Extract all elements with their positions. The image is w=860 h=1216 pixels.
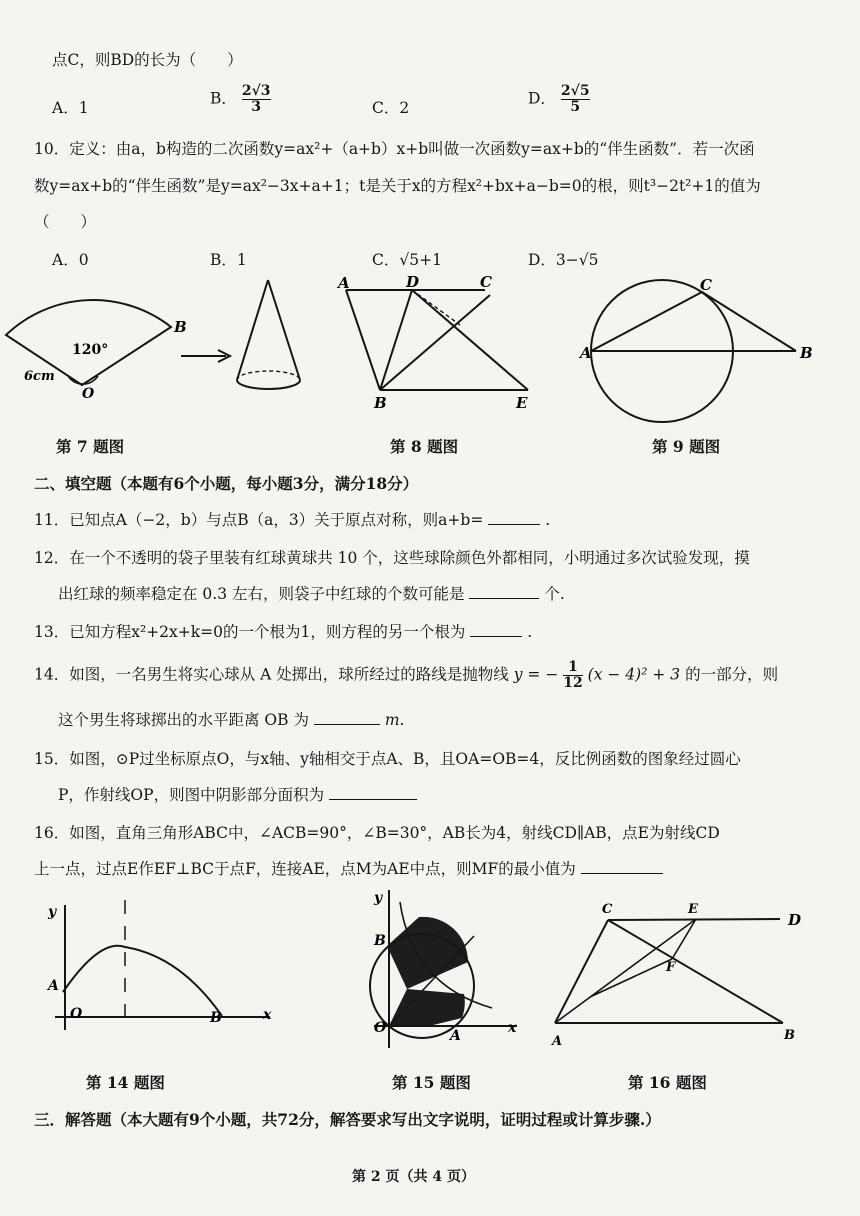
q14-line1 xyxy=(34,660,778,691)
q10-line1: 10．定义：由a，b构造的二次函数y=ax²+（a+b）x+b叫做一次函数y=ax+b的“伴生函数”．若一次函 xyxy=(34,140,755,158)
q11-answer-blank[interactable] xyxy=(488,510,540,525)
q16-line1: 16．如图，直角三角形ABC中，∠ACB=90°，∠B=30°，AB长为4，射线CD∥AB，点E为射线CD xyxy=(34,824,720,842)
q16-line2 xyxy=(34,857,663,879)
fig7-cone-base-front xyxy=(237,380,300,389)
q16-answer-blank[interactable] xyxy=(581,859,663,874)
fig8-fold-dash xyxy=(412,290,460,325)
q14-answer-blank[interactable] xyxy=(314,710,380,725)
q9-option-d xyxy=(528,84,590,115)
q15-line2-text: P，作射线OP，则图中阴影部分面积为 xyxy=(58,786,325,804)
fig8-caption: 第 8 题图 xyxy=(390,437,459,456)
q9-option-b-label: B． xyxy=(210,89,237,108)
fig8-label-a: A xyxy=(338,274,350,292)
figure-7 xyxy=(0,270,320,410)
figure-16 xyxy=(548,895,818,1055)
q12-line2-text: 出红球的频率稳定在 0.3 左右，则袋子中红球的个数可能是 xyxy=(58,585,465,603)
fig8-label-d: D xyxy=(406,273,420,291)
figure-9 xyxy=(580,270,820,420)
q13-text: 13．已知方程x²+2x+k=0的一个根为1，则方程的另一个根为 xyxy=(34,623,466,641)
q14-frac-num: 1 xyxy=(568,659,578,675)
figure-14 xyxy=(30,880,290,1050)
fig14-label-x: x xyxy=(263,1007,272,1023)
fig14-parabola xyxy=(63,946,222,1016)
fig14-label-b: B xyxy=(210,1010,222,1026)
q14-formula-pre: y = − xyxy=(513,665,559,684)
q9-option-d-denominator: 5 xyxy=(561,99,590,115)
q9-option-c: C．2 xyxy=(372,99,410,117)
fig15-label-x: x xyxy=(508,1020,517,1036)
fig8-label-b: B xyxy=(374,394,387,412)
q12-end: 个. xyxy=(544,585,565,603)
q12-line1: 12．在一个不透明的袋子里装有红球黄球共 10 个，这些球除颜色外都相同，小明通过多次试验发现，摸 xyxy=(34,549,750,567)
fig16-label-f: F xyxy=(666,960,676,975)
q12-answer-blank[interactable] xyxy=(469,584,539,599)
q9-option-d-fraction xyxy=(561,84,590,115)
fig7-caption: 第 7 题图 xyxy=(56,437,125,456)
fig7-radius-label: 6cm xyxy=(24,369,55,384)
fig15-label-a: A xyxy=(450,1028,461,1044)
q14-frac-den: 12 xyxy=(563,675,583,691)
fig16-line-ef xyxy=(672,919,696,959)
q11-text: 11．已知点A（−2，b）与点B（a，3）关于原点对称，则a+b= xyxy=(34,511,484,529)
fig9-label-a: A xyxy=(580,344,592,362)
fig16-caption: 第 16 题图 xyxy=(628,1073,707,1092)
fig15-shaded-upper xyxy=(387,917,468,989)
fig16-label-b: B xyxy=(784,1028,795,1043)
fig16-line-cb xyxy=(608,920,783,1023)
page-footer: 第 2 页（共 4 页） xyxy=(352,1169,475,1185)
q14-line2-text: 这个男生将球掷出的水平距离 OB 为 xyxy=(58,711,309,729)
q11-end: . xyxy=(545,511,551,529)
fig7-angle-label: 120° xyxy=(72,342,109,358)
section-2-heading: 二、填空题（本题有6个小题，每小题3分，满分18分） xyxy=(34,474,419,493)
q13 xyxy=(34,620,532,642)
fig15-caption: 第 15 题图 xyxy=(392,1073,471,1092)
q9-option-b-denominator: 3 xyxy=(242,99,271,115)
q9-option-a: A．1 xyxy=(52,99,89,117)
fig14-caption: 第 14 题图 xyxy=(86,1073,165,1092)
figure-8 xyxy=(330,270,540,410)
section-3-heading: 三．解答题（本大题有9个小题，共72分，解答要求写出文字说明，证明过程或计算步骤.） xyxy=(34,1110,661,1129)
fig14-label-o: O xyxy=(70,1006,83,1022)
q9-tail: 点C，则BD的长为（ ） xyxy=(52,51,243,69)
fig15-label-b: B xyxy=(374,933,386,949)
fig8-line-de xyxy=(412,290,528,390)
fig16-label-a: A xyxy=(552,1034,563,1049)
fig14-label-y: y xyxy=(48,904,57,920)
q14-formula-fraction xyxy=(563,660,582,691)
fig7-cone-base-back xyxy=(237,371,300,380)
fig16-line-ca xyxy=(555,920,608,1023)
fig15-shaded-lower xyxy=(389,989,465,1026)
fig16-label-d: D xyxy=(788,911,802,929)
q9-option-b-fraction xyxy=(242,84,271,115)
q9-option-b-numerator: 2√3 xyxy=(241,83,271,99)
q14-unit: m. xyxy=(384,711,405,729)
fig9-label-b: B xyxy=(800,344,813,362)
fig16-label-e: E xyxy=(688,902,698,917)
fig7-cone xyxy=(237,280,300,380)
q9-option-b xyxy=(210,84,271,115)
q10-option-c: C．√5+1 xyxy=(372,251,442,269)
fig8-line-ab xyxy=(346,290,380,390)
fig7-label-o: O xyxy=(82,386,95,402)
fig9-label-c: C xyxy=(700,276,712,294)
q10-option-a: A．0 xyxy=(52,251,89,269)
q14-line1-a: 14．如图，一名男生将实心球从 A 处掷出，球所经过的路线是抛物线 xyxy=(34,665,509,684)
fig16-label-c: C xyxy=(602,902,613,917)
fig8-label-e: E xyxy=(516,394,528,412)
q10-line2: 数y=ax+b的“伴生函数”是y=ax²−3x+a+1；t是关于x的方程x²+bx+a−b=0的根，则t³−2t²+1的值为 xyxy=(34,177,761,195)
q10-option-d: D．3−√5 xyxy=(528,251,599,269)
fig15-label-o: O xyxy=(374,1020,387,1036)
fig14-label-a: A xyxy=(48,978,59,994)
q9-option-d-label: D． xyxy=(528,89,556,108)
fig7-label-b: B xyxy=(174,318,187,336)
q12-line2 xyxy=(58,582,565,604)
q14-line1-b: 的一部分，则 xyxy=(685,665,779,684)
fig15-label-y: y xyxy=(374,890,383,906)
q11 xyxy=(34,508,550,530)
figure-15 xyxy=(362,880,532,1060)
q14-line2 xyxy=(58,708,404,730)
q9-option-d-numerator: 2√5 xyxy=(560,83,590,99)
fig9-line-ac xyxy=(591,292,702,351)
q16-line2-text: 上一点，过点E作EF⊥BC于点F，连接AE，点M为AE中点，则MF的最小值为 xyxy=(34,860,576,878)
q14-formula-post: (x − 4)² + 3 xyxy=(587,665,681,684)
q10-option-b: B．1 xyxy=(210,251,247,269)
fig9-line-cb xyxy=(702,292,796,351)
fig16-line-mf xyxy=(590,959,672,997)
q15-line1: 15．如图，⊙P过坐标原点O，与x轴、y轴相交于点A、B，且OA=OB=4，反比例函数的图象经过圆心 xyxy=(34,750,741,768)
q15-answer-blank[interactable] xyxy=(329,785,417,800)
q13-end: . xyxy=(527,623,533,641)
q15-line2 xyxy=(58,783,417,805)
q10-line3: （ ） xyxy=(34,213,97,231)
q13-answer-blank[interactable] xyxy=(470,622,522,637)
fig8-label-c: C xyxy=(480,273,492,291)
fig9-caption: 第 9 题图 xyxy=(652,437,721,456)
